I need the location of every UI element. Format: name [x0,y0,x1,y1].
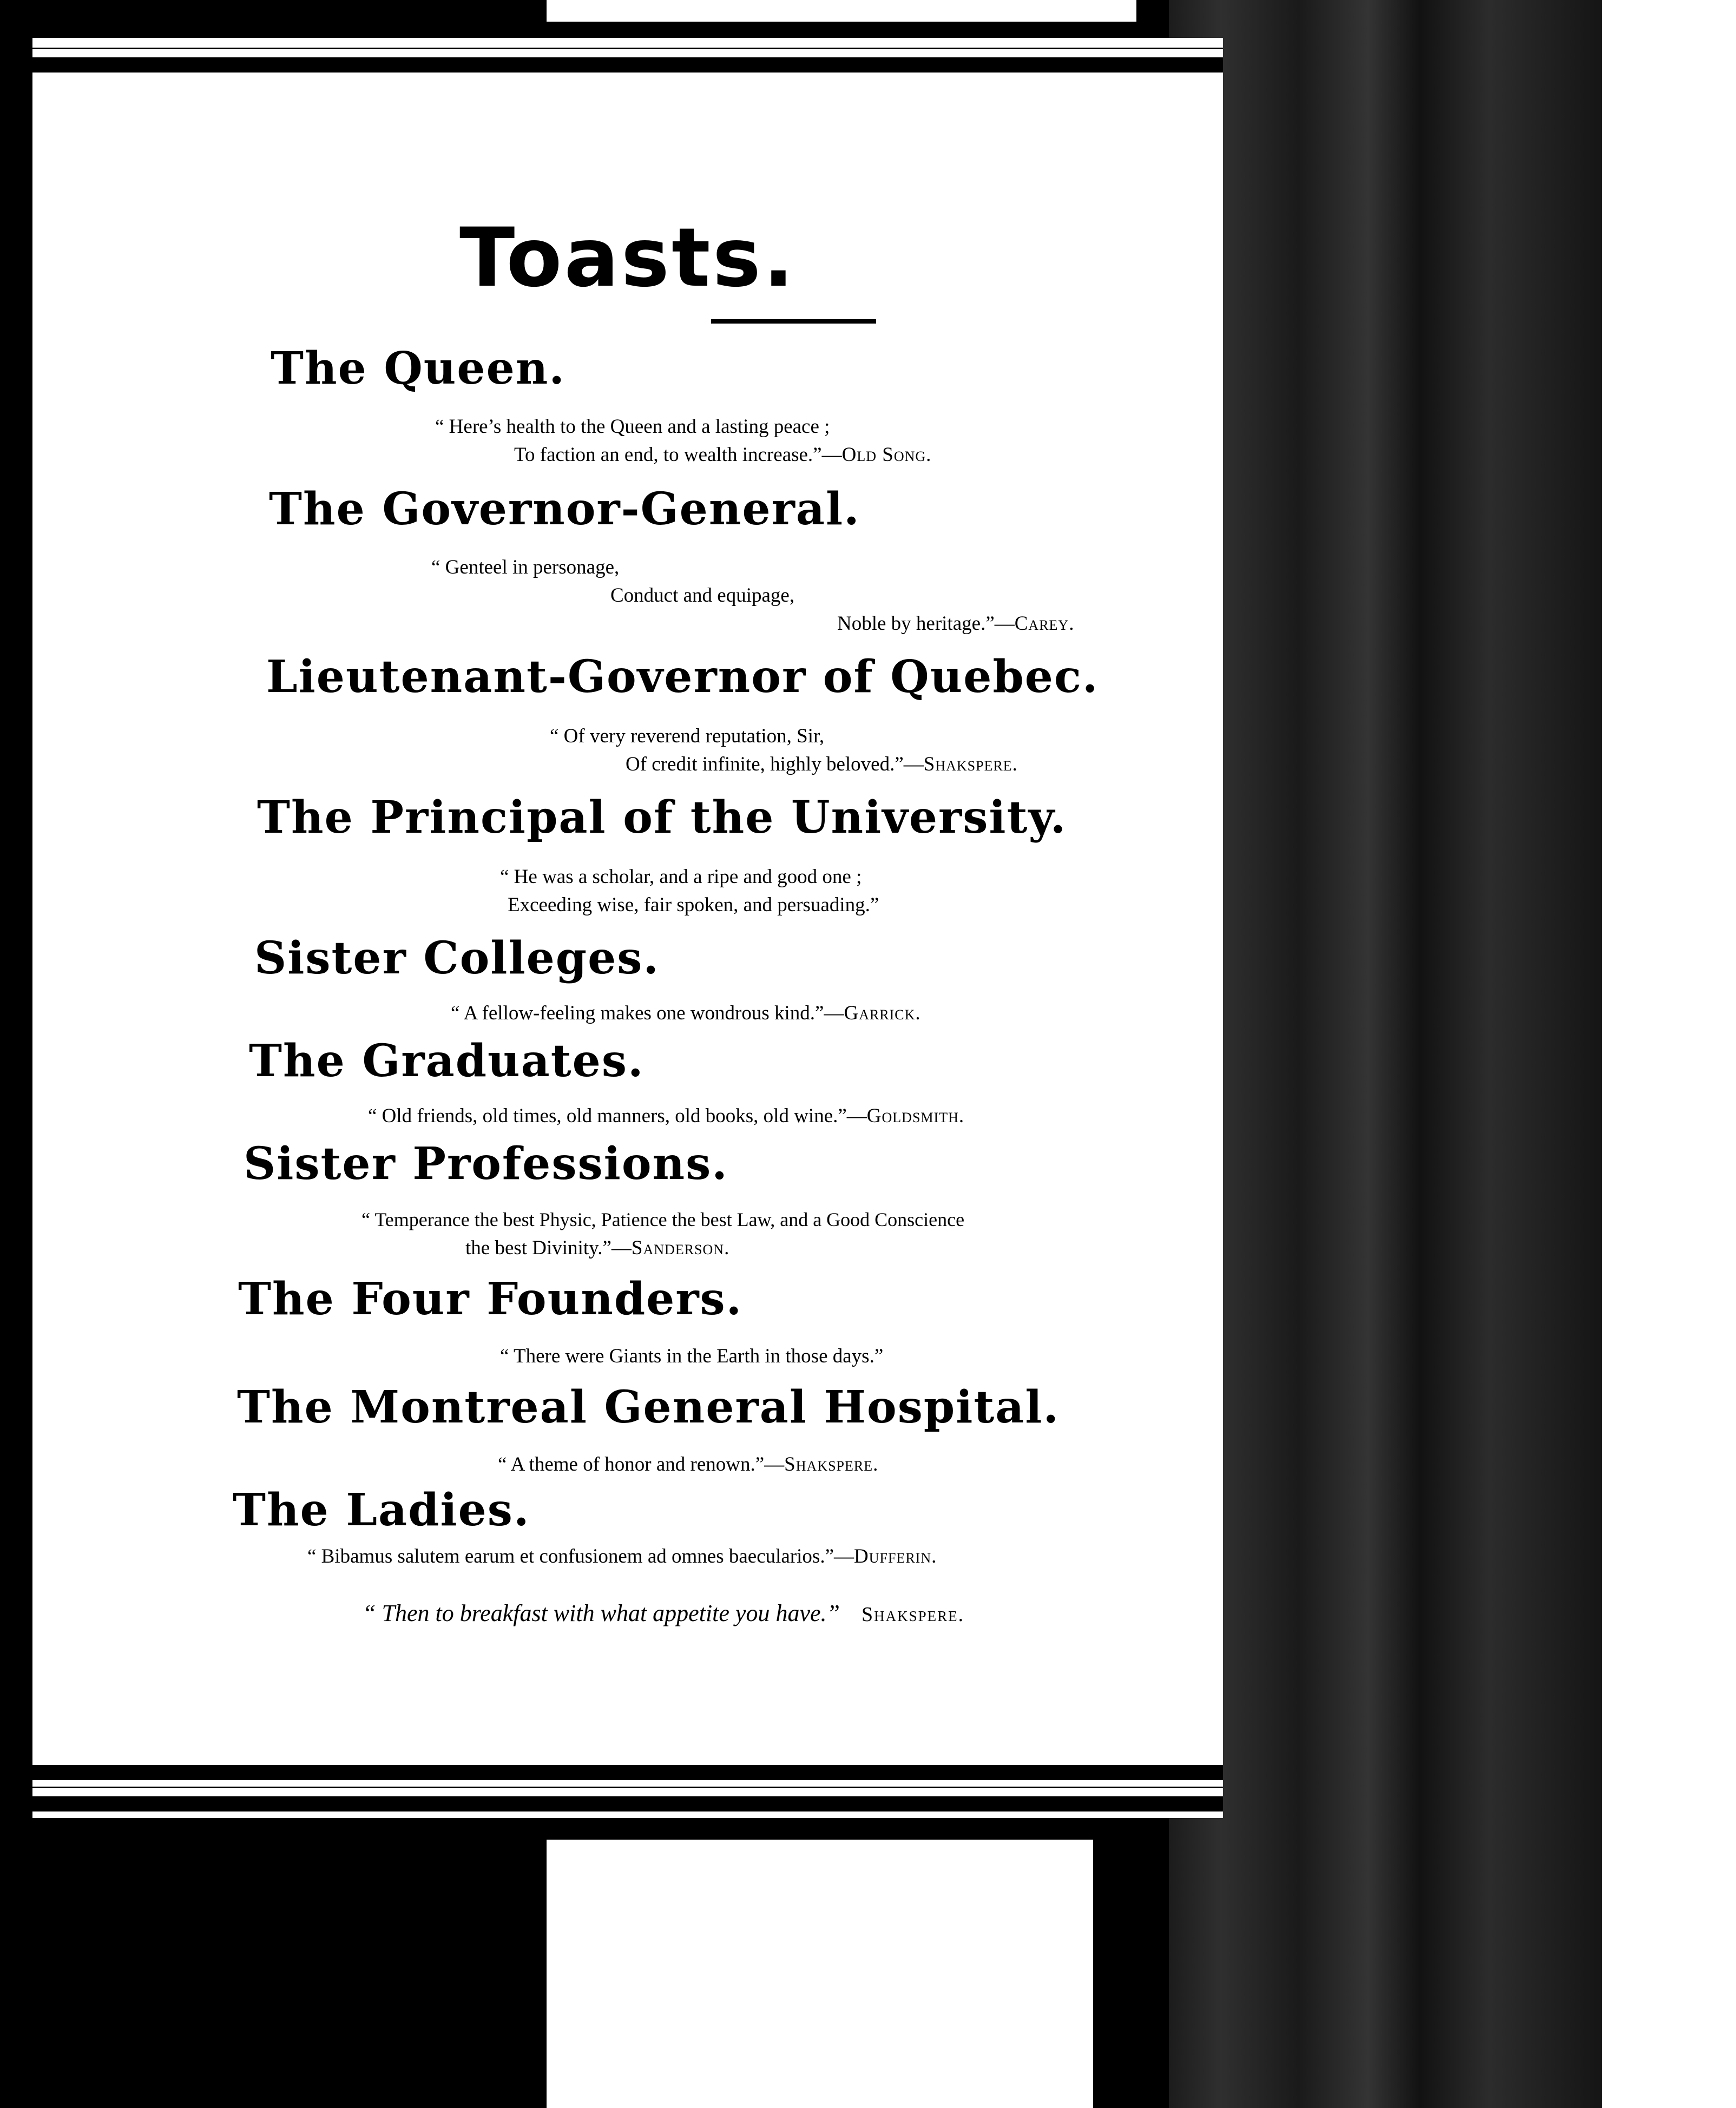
toast-quote-line: “ There were Giants in the Earth in those days.” [500,1345,884,1367]
bottom-thick-rule [32,1765,1223,1780]
toast-quote-line: Conduct and equipage, [610,584,795,607]
closing-quote [363,1602,964,1625]
book-spine [1169,0,1602,2108]
bottom-thin-rule [32,1787,1223,1788]
toast-title: The Graduates. [249,1035,645,1087]
title-underline [711,319,876,324]
toast-title: The Four Founders. [238,1273,743,1325]
toast-quote-line: Of credit infinite, highly beloved.”—Shakspere. [626,753,1018,775]
toast-attribution: Old Song. [841,444,932,466]
page-title: Toasts. [459,211,796,305]
toast-quote-line: Noble by heritage.”—Carey. [837,612,1075,635]
toast-attribution: Dufferin. [854,1545,937,1567]
toasts-page [32,38,1223,1818]
toast-quote-line: To faction an end, to wealth increase.”—Old Song. [514,444,932,466]
toast-quote-line: “ Old friends, old times, old manners, old books, old wine.”—Goldsmith. [368,1105,965,1127]
toast-quote-line: “ Of very reverend reputation, Sir, [550,725,825,747]
toast-quote-line: “ Bibamus salutem earum et confusionem ad omnes baecularios.”—Dufferin. [307,1545,937,1567]
toast-quote-line: the best Divinity.”—Sanderson. [465,1237,730,1259]
bottom-thick-rule-2 [32,1796,1223,1811]
toast-attribution: Shakspere. [923,753,1018,775]
toast-attribution: Garrick. [844,1002,921,1024]
toast-quote-line: “ Genteel in personage, [431,556,620,578]
toast-attribution: Goldsmith. [866,1105,965,1127]
toast-quote-line: “ Here’s health to the Queen and a lasting peace ; [435,416,830,438]
toast-title: Lieutenant-Governor of Quebec. [266,651,1099,703]
toast-quote-line: “ A theme of honor and renown.”—Shakspere. [498,1453,879,1475]
toast-attribution: Shakspere. [784,1453,879,1475]
toast-title: The Governor-General. [269,483,860,535]
background-paper-bottom [547,1840,1093,2108]
toast-attribution: Sanderson. [631,1237,730,1259]
top-thin-rule [32,48,1223,49]
toast-title: The Principal of the University. [257,792,1067,844]
background-paper-right [1602,0,1736,2108]
toast-quote-line: Exceeding wise, fair spoken, and persuading.” [508,894,879,916]
toast-title: Sister Professions. [244,1138,728,1190]
toast-title: The Queen. [271,342,565,394]
closing-attribution: Shakspere. [861,1603,965,1626]
toast-title: The Montreal General Hospital. [237,1381,1060,1433]
closing-quote-text: “ Then to breakfast with what appetite you have.” [363,1600,840,1626]
top-thick-rule [32,57,1223,73]
toast-title: The Ladies. [233,1484,530,1536]
toast-quote-line: “ Temperance the best Physic, Patience the best Law, and a Good Conscience [361,1209,965,1230]
toast-quote-line: “ He was a scholar, and a ripe and good one ; [500,866,862,888]
toast-title: Sister Colleges. [254,932,660,984]
toast-attribution: Carey. [1014,612,1075,635]
toast-quote-line: “ A fellow-feeling makes one wondrous kind.”—Garrick. [451,1002,921,1024]
background-paper-top [547,0,1238,22]
